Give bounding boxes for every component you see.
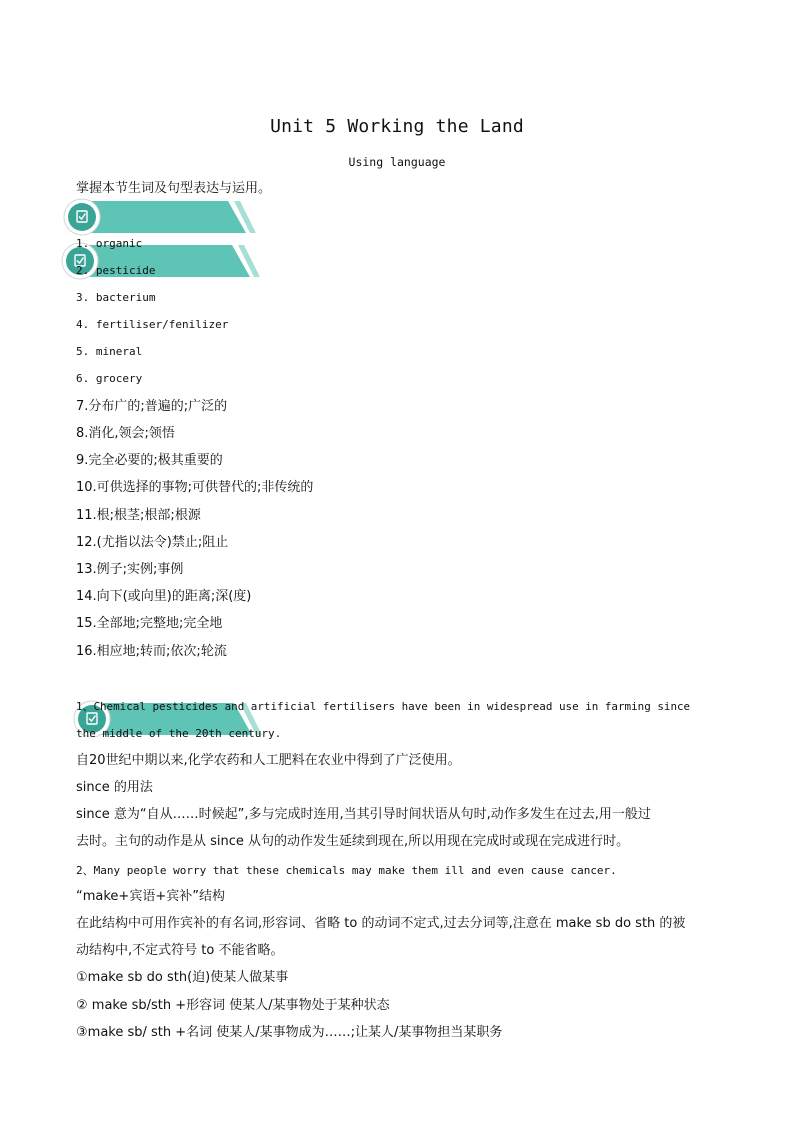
vocab-item: 3. bacterium <box>76 291 156 304</box>
usage-item: ①make sb do sth(迫)使某人做某事 <box>76 970 289 985</box>
vocab-item: 11.根;根茎;根部;根源 <box>76 508 201 523</box>
vocab-item: 7.分布广的;普遍的;广泛的 <box>76 399 228 414</box>
vocab-item: 10.可供选择的事物;可供替代的;非传统的 <box>76 480 314 495</box>
sentence-translation: 自20世纪中期以来,化学农药和人工肥料在农业中得到了广泛使用。 <box>76 753 461 768</box>
vocab-item: 14.向下(或向里)的距离;深(度) <box>76 589 252 604</box>
page-subtitle: Using language <box>348 155 446 169</box>
vocab-item: 2. pesticide <box>76 264 156 277</box>
grammar-explanation: 动结构中,不定式符号 to 不能省略。 <box>76 943 284 958</box>
vocab-item: 13.例子;实例;事例 <box>76 562 184 577</box>
vocab-item: 5. mineral <box>76 345 143 358</box>
grammar-heading: “make+宾语+宾补”结构 <box>76 889 225 904</box>
key-sentence: 2、Many people worry that these chemicals may make them ill and even cause cancer. <box>76 864 617 877</box>
vocab-item: 1. organic <box>76 237 143 250</box>
key-sentence: 1、Chemical pesticides and artificial fertilisers have been in widespread use in farming since <box>76 700 691 713</box>
grammar-explanation: since 意为“自从……时候起”,多与完成时连用,当其引导时间状语从句时,动作多发生在过去,用一般过 <box>76 807 651 822</box>
vocab-item: 9.完全必要的;极其重要的 <box>76 453 223 468</box>
vocab-item: 12.(尤指以法令)禁止;阻止 <box>76 535 229 550</box>
vocab-item: 15.全部地;完整地;完全地 <box>76 616 223 631</box>
usage-item: ③make sb/ sth +名词 使某人/某事物成为……;让某人/某事物担当某职务 <box>76 1025 503 1040</box>
grammar-heading: since 的用法 <box>76 780 153 795</box>
grammar-explanation: 在此结构中可用作宾补的有名词,形容词、省略 to 的动词不定式,过去分词等,注意在 make sb do sth 的被 <box>76 916 686 931</box>
key-sentence: the middle of the 20th century. <box>76 727 282 740</box>
grammar-explanation: 去时。主句的动作是从 since 从句的动作发生延续到现在,所以用现在完成时或现在完成进行时。 <box>76 834 630 849</box>
learning-objective: 掌握本节生词及句型表达与运用。 <box>76 181 272 196</box>
usage-item: ② make sb/sth +形容词 使某人/某事物处于某种状态 <box>76 998 390 1013</box>
page-title: Unit 5 Working the Land <box>270 116 524 137</box>
section-banner <box>60 198 256 236</box>
vocab-item: 6. grocery <box>76 372 143 385</box>
vocab-item: 8.消化,领会;领悟 <box>76 426 175 441</box>
vocab-item: 4. fertiliser/fenilizer <box>76 318 229 331</box>
vocab-item: 16.相应地;转而;依次;轮流 <box>76 644 227 659</box>
